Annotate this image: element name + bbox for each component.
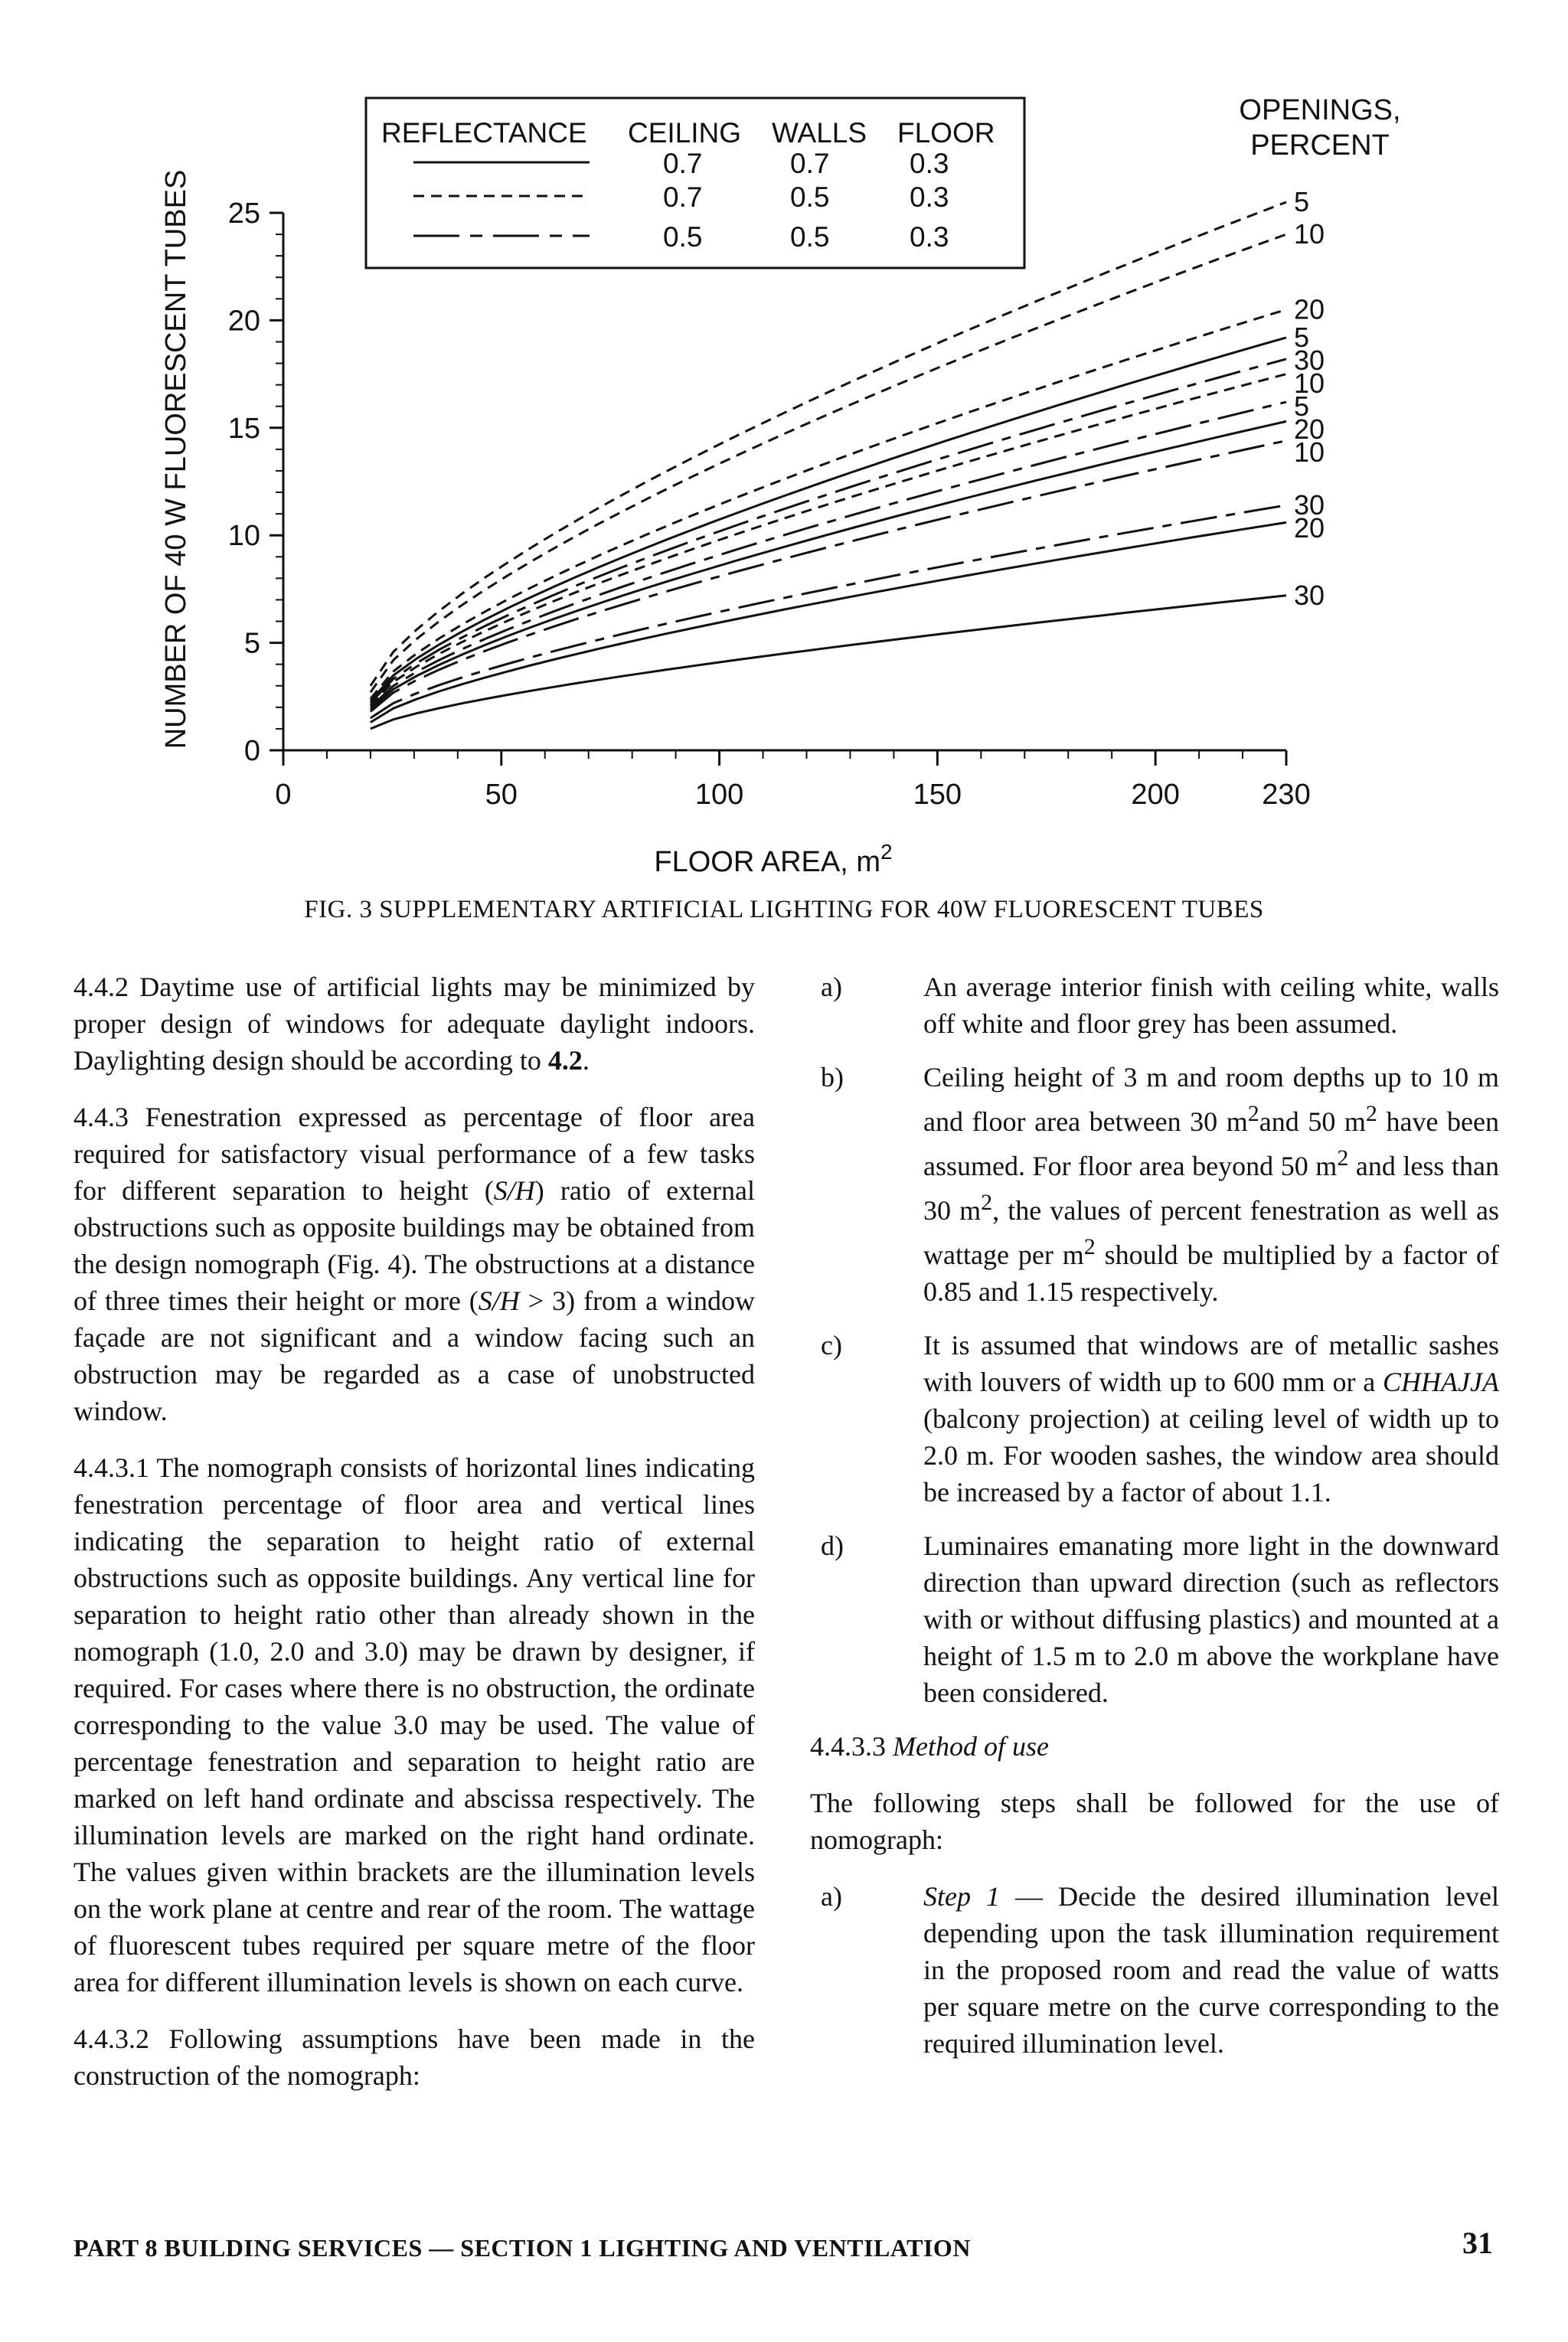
method-intro: The following steps shall be followed for the use of nomograph: [810, 1788, 1499, 1855]
figure-caption: FIG. 3 SUPPLEMENTARY ARTIFICIAL LIGHTING FOR 40W FLUORESCENT TUBES [304, 896, 1264, 923]
fluorescent-tubes-chart [0, 0, 1568, 878]
curve-label: 30 [1294, 344, 1325, 376]
step-1: a) Step 1 — Decide the desired illumination level depending upon the task illumination requirement in the proposed room and read the value of watts per square metre on the curve corresponding to the required illumination level. [821, 1881, 1500, 2059]
curve-solid-20 [371, 421, 1286, 709]
para-4-4-3-1: 4.4.3.1 The nomograph consists of horizontal lines indicating fenestration percentage of floor area and vertical lines indicating the separation to height ratio of external obstructions such as opposite buildings. Any vertical line for separation to height ratio other than already shown in the nomograph (1.0, 2.0 and 3.0) may be drawn by designer, if required. For cases where there is no obstruction, the ordinate corresponding to the value 3.0 may be used. The value of percentage fenestration and separation to height ratio are marked on left hand ordinate and abscissa respectively. The illumination levels are marked on the right hand ordinate. The values given within brackets are the illumination levels on the work plane at centre and rear of the room. The wattage of fluorescent tubes required per square metre of the floor area for different illumination levels is shown on each curve. [74, 1452, 755, 1997]
curve-label: 20 [1294, 511, 1325, 544]
para-number: 4.4.3.1 [74, 1452, 149, 1483]
openings-title-line1: OPENINGS, [1239, 94, 1401, 126]
curve-dashdot-30 [371, 505, 1286, 718]
x-tick-label: 230 [1262, 779, 1311, 811]
curve-label: 10 [1294, 436, 1325, 468]
x-axis-title: FLOOR AREA, $m^2$ [654, 840, 893, 878]
x-tick-label: 100 [694, 779, 744, 811]
left-column [74, 968, 755, 2114]
x-tick-label: 0 [275, 779, 292, 811]
legend-row1-walls: 0.7 [790, 148, 830, 179]
curve-solid-20 [371, 522, 1286, 722]
legend-row2-walls: 0.5 [790, 181, 830, 213]
curve-label: 5 [1294, 321, 1310, 353]
legend-row3-walls: 0.5 [790, 221, 830, 253]
assumption-a: a) An average interior finish with ceiling white, walls off white and floor grey has been assumed. [821, 972, 1499, 1039]
y-tick-label: 15 [227, 412, 260, 445]
right-column [810, 968, 1499, 2079]
y-tick-label: 10 [227, 520, 260, 553]
legend-row1-floor: 0.3 [910, 148, 949, 179]
legend-row3-floor: 0.3 [910, 221, 949, 253]
axis-ticks [228, 198, 1311, 811]
x-tick-label: 50 [485, 779, 518, 811]
legend-row2-floor: 0.3 [910, 181, 949, 213]
y-tick-label: 0 [243, 735, 260, 767]
legend-header-floor: FLOOR [897, 117, 995, 149]
x-tick-label: 150 [913, 779, 962, 811]
chart-curves [371, 202, 1286, 729]
legend-row1-ceiling: 0.7 [663, 148, 703, 179]
para-number: 4.4.3.3 [810, 1731, 886, 1762]
legend-row3-ceiling: 0.5 [663, 221, 703, 253]
legend-row2-ceiling: 0.7 [663, 181, 703, 213]
curve-label: 30 [1294, 579, 1325, 611]
curve-dashed-20 [371, 309, 1286, 698]
para-number: 4.4.3.2 [74, 2024, 149, 2054]
para-4-4-3-2: 4.4.3.2 Following assumptions have been made in the construction of the nomograph: [74, 2024, 755, 2091]
para-4-4-3: 4.4.3 Fenestration expressed as percentage of floor area required for satisfactory visual performance of a few tasks for different separation to height (S/H) ratio of external obstructions such as opposite buildings may be obtained from the design nomograph (Fig. 4). The obstructions at a distance of three times their height or more (S/H > 3) from a window façade are not significant and a window facing such an obstruction may be regarded as a case of unobstructed window. [74, 1102, 756, 1426]
openings-title-line2: PERCENT [1250, 129, 1390, 162]
y-tick-label: 25 [227, 198, 260, 230]
x-tick-label: 200 [1131, 779, 1180, 811]
y-axis-title: NUMBER OF 40 W FLUORESCENT TUBES [160, 169, 192, 750]
legend-header-ceiling: CEILING [628, 117, 742, 149]
page-number: 31 [1462, 2226, 1493, 2260]
curve-label: 5 [1294, 185, 1310, 217]
y-tick-label: 5 [243, 627, 260, 660]
para-number: 4.4.3 [74, 1102, 129, 1132]
curve-dashed-10 [371, 374, 1286, 705]
curve-labels [1294, 186, 1325, 611]
assumption-c: c) It is assumed that windows are of metallic sashes with louvers of width up to 600 mm or a CHHAJJA (balcony projection) at ceiling level of width up to 2.0 m. For wooden sashes, the window area should be increased by a factor of about 1.1. [821, 1330, 1499, 1507]
curve-label: 10 [1294, 367, 1325, 399]
curve-dashed-5 [371, 202, 1286, 686]
curve-label: 5 [1294, 390, 1310, 422]
footer-section: PART 8 BUILDING SERVICES — SECTION 1 LIGHTING AND VENTILATION [74, 2234, 971, 2262]
assumption-b: b) Ceiling height of 3 m and room depths up to 10 m and floor area between 30 $m^2and$ 50 $m^2$ have been assumed. For floor area beyond 50 $m^2$ and less than 30 $m^2$, the values of percent fenestration as well as wattage per $m^2$ should be multiplied by a factor of 0.85 and 1.15 respectively. [821, 1062, 1499, 1307]
para-4-4-2: 4.4.2 Daytime use of artificial lights may be minimized by proper design of windows for adequate daylight indoors. Daylighting design should be according to 4.2. [74, 972, 755, 1076]
legend-header-walls: WALLS [772, 117, 867, 149]
method-of-use-heading: 4.4.3.3 Method of use [810, 1731, 1049, 1762]
curve-label: 30 [1294, 488, 1325, 521]
curve-label: 20 [1294, 413, 1325, 445]
curve-label: 10 [1294, 218, 1325, 250]
para-number: 4.4.2 [74, 972, 129, 1002]
curve-label: 20 [1294, 293, 1325, 325]
legend-header-reflectance: REFLECTANCE [381, 117, 587, 149]
assumption-d: d) Luminaires emanating more light in the downward direction than upward direction (such as reflectors with or without diffusing plastics) and mounted at a height of 1.5 m to 2.0 m above the workplane have been considered. [821, 1530, 1499, 1708]
y-tick-label: 20 [227, 305, 260, 338]
curve-dashdot-5 [371, 402, 1286, 707]
